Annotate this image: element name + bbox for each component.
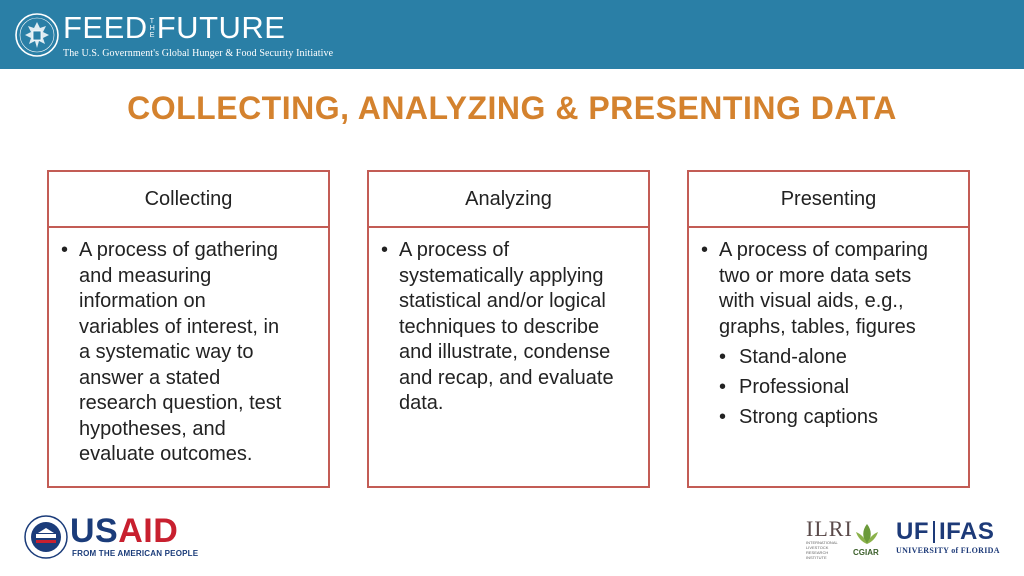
great-seal-icon (14, 12, 60, 58)
card-heading: Presenting (689, 172, 968, 228)
sub-bullet-list (701, 342, 956, 432)
brand-feed: FEED (63, 10, 148, 45)
card-body (49, 228, 328, 468)
brand-future: FUTURE (156, 10, 286, 45)
card-heading: Analyzing (369, 172, 648, 228)
card-bullet: • A process of comparing two or more data sets with visual aids, e.g., graphs, tables, figures (701, 238, 956, 340)
brand-the: T H E (149, 17, 155, 39)
card-heading: Collecting (49, 172, 328, 228)
card-analyzing (367, 170, 650, 488)
ilri-logo: ILRI INTERNATIONAL LIVESTOCK RESEARCH INSTITUTE (806, 516, 853, 560)
card-body (689, 228, 968, 432)
cgiar-label: CGIAR (853, 548, 879, 557)
card-body (369, 228, 648, 417)
sub-bullet: • Stand-alone (701, 342, 956, 372)
usaid-seal-icon (24, 515, 68, 559)
feed-the-future-logo (63, 11, 333, 59)
usaid-tagline: FROM THE AMERICAN PEOPLE (72, 549, 199, 558)
usaid-logo: USAID (70, 512, 179, 550)
header-bar (0, 0, 1024, 69)
uf-ifas-logo: UF IFAS UNIVERSITY of FLORIDA (896, 518, 1000, 555)
card-bullet: • A process of gathering and measuring information on variables of interest, in a systematic way to answer a stated research question, test hypotheses, and evaluate outcomes. (61, 238, 316, 468)
sub-bullet: • Strong captions (701, 402, 956, 432)
card-bullet: • A process of systematically applying statistical and/or logical techniques to describe and illustrate, condense and recap, and evaluate data. (381, 238, 636, 417)
brand-tagline: The U.S. Government's Global Hunger & Food Security Initiative (63, 48, 334, 59)
card-collecting (47, 170, 330, 488)
slide-title: COLLECTING, ANALYZING & PRESENTING DATA (127, 90, 897, 126)
card-presenting (687, 170, 970, 488)
sub-bullet: • Professional (701, 372, 956, 402)
